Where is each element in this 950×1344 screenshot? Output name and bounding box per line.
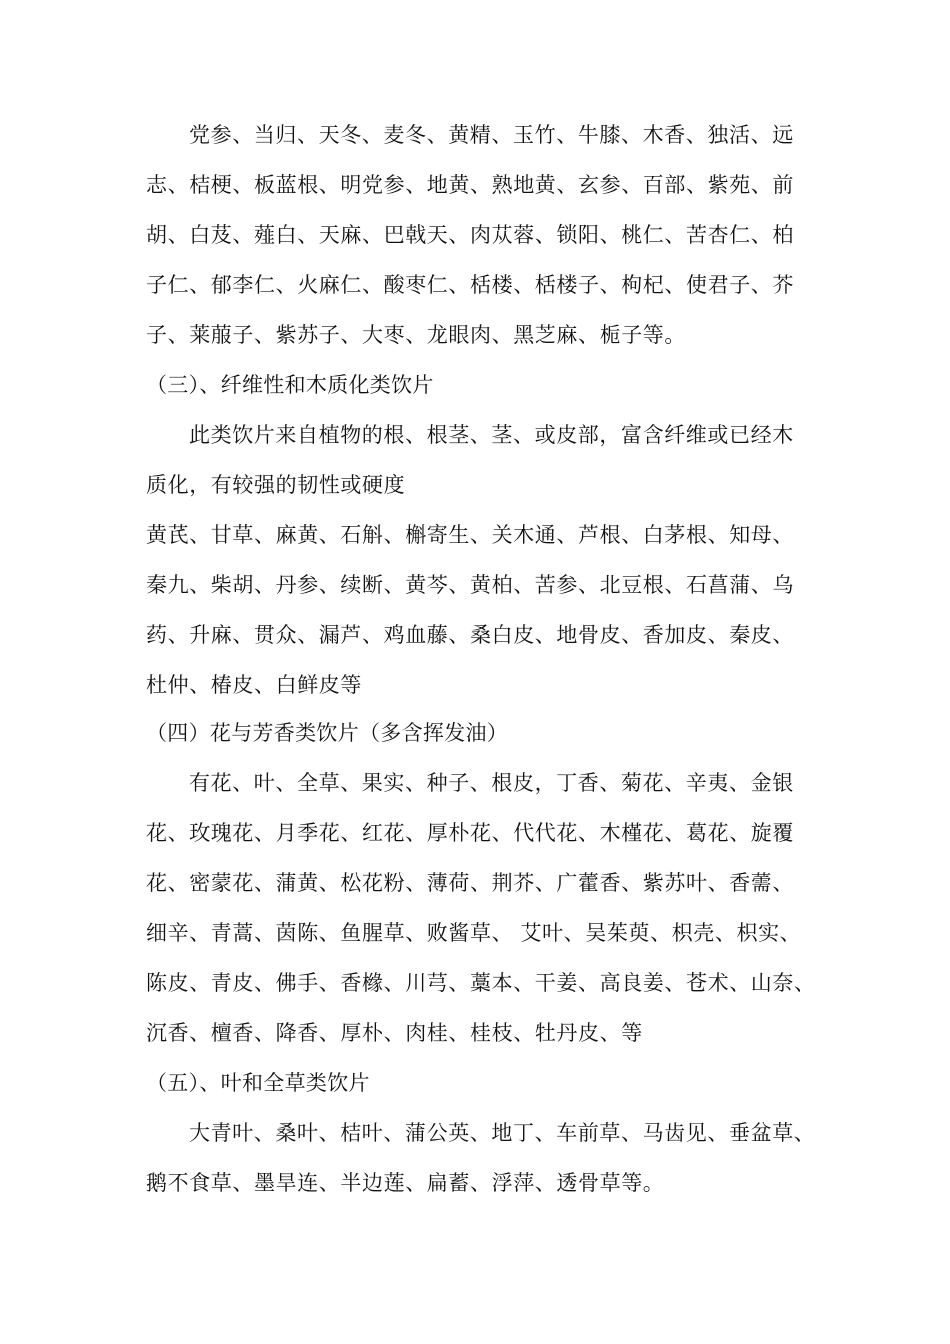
section4-line-6: 沉香、檀香、降香、厚朴、肉桂、桂枝、牡丹皮、等	[146, 1021, 643, 1045]
section3-list-line-2: 秦九、柴胡、丹参、续断、黄芩、黄柏、苦参、北豆根、石菖蒲、乌	[146, 573, 794, 597]
section3-desc-line-2: 质化，有较强的韧性或硬度	[146, 473, 406, 497]
section4-line-4: 细辛、青蒿、茵陈、鱼腥草、败酱草、 艾叶、吴茱萸、枳壳、枳实、	[146, 921, 802, 945]
section5-heading: （五）、叶和全草类饮片	[146, 1071, 370, 1095]
section2-line-1: 党参、当归、天冬、麦冬、黄精、玉竹、牛膝、木香、独活、远	[189, 123, 794, 147]
section2-line-4: 子仁、郁李仁、火麻仁、酸枣仁、栝楼、栝楼子、枸杞、使君子、芥	[146, 273, 794, 297]
section2-line-3: 胡、白芨、薤白、天麻、巴戟天、肉苁蓉、锁阳、桃仁、苦杏仁、柏	[146, 223, 794, 247]
section4-heading: （四）花与芳香类饮片（多含挥发油）	[146, 721, 509, 745]
section4-line-2: 花、玫瑰花、月季花、红花、厚朴花、代代花、木槿花、葛花、旋覆	[146, 821, 794, 845]
section4-line-3: 花、密蒙花、蒲黄、松花粉、薄荷、荆芥、广藿香、紫苏叶、香薷、	[146, 871, 794, 895]
section3-list-line-1: 黄芪、甘草、麻黄、石斛、槲寄生、关木通、芦根、白茅根、知母、	[146, 523, 794, 547]
section5-line-1: 大青叶、桑叶、桔叶、蒲公英、地丁、车前草、马齿见、垂盆草、	[189, 1121, 816, 1145]
section3-list-line-4: 杜仲、椿皮、白鲜皮等	[146, 673, 362, 697]
section2-line-2: 志、桔梗、板蓝根、明党参、地黄、熟地黄、玄参、百部、紫苑、前	[146, 173, 794, 197]
section3-heading: （三）、纤维性和木质化类饮片	[146, 373, 434, 397]
section4-line-5: 陈皮、青皮、佛手、香橼、川芎、藁本、干姜、高良姜、苍术、山奈、	[146, 971, 816, 995]
section3-list-line-3: 药、升麻、贯众、漏芦、鸡血藤、桑白皮、地骨皮、香加皮、秦皮、	[146, 623, 794, 647]
section3-desc-line-1: 此类饮片来自植物的根、根茎、茎、或皮部，富含纤维或已经木	[189, 423, 794, 447]
section4-line-1: 有花、叶、全草、果实、种子、根皮，丁香、菊花、辛夷、金银	[189, 771, 794, 795]
section2-line-5: 子、莱菔子、紫苏子、大枣、龙眼肉、黑芝麻、栀子等。	[146, 323, 686, 347]
section5-line-2: 鹅不食草、墨旱连、半边莲、扁蓄、浮萍、透骨草等。	[146, 1171, 665, 1195]
